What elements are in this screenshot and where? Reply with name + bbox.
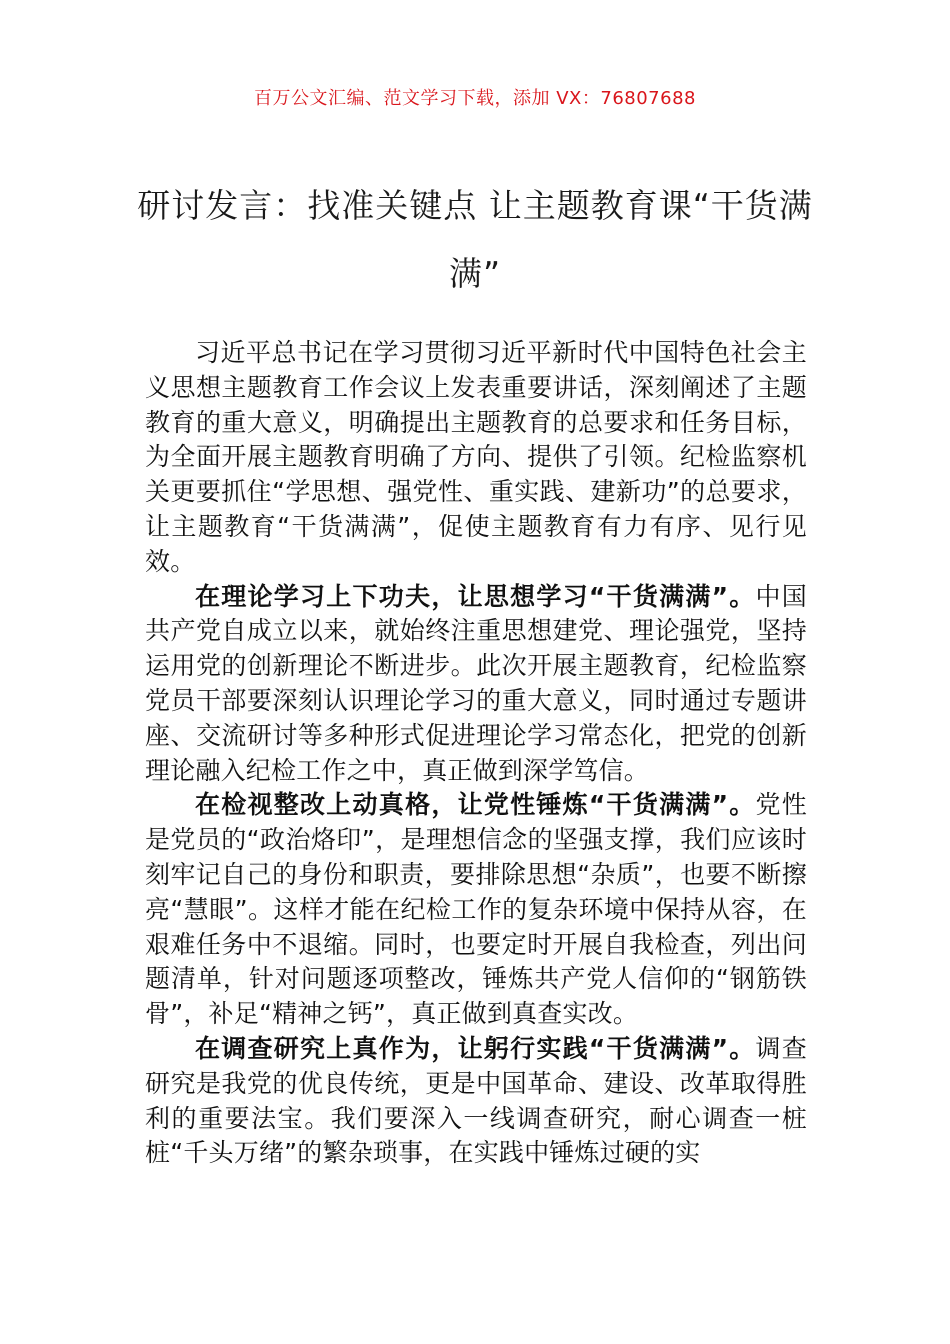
paragraph-lead: 在检视整改上动真格，让党性锤炼“干货满满”。 xyxy=(195,790,756,820)
paragraph-theory-study xyxy=(145,580,807,789)
paragraph-research xyxy=(145,1032,807,1171)
paragraph-intro xyxy=(145,336,807,580)
header-watermark-note: 百万公文汇编、范文学习下载，添加 VX：76807688 xyxy=(254,88,696,109)
paragraph-lead: 在调查研究上真作为，让躬行实践“干货满满”。 xyxy=(195,1033,756,1063)
paragraph-text: 党性是党员的“政治烙印”，是理想信念的坚强支撑，我们应该时刻牢记自己的身份和职责，要排除思想“杂质”，也要不断擦亮“慧眼”。这样才能在纪检工作的复杂环境中保持从容，在艰难任务中不退缩。同时，也要定时开展自我检查，列出问题清单，针对问题逐项整改，锤炼共产党人信仰的“钢筋铁骨”，补足“精神之钙”，真正做到真查实改。 xyxy=(145,790,808,1029)
paragraph-text: 习近平总书记在学习贯彻习近平新时代中国特色社会主义思想主题教育工作会议上发表重要讲话，深刻阐述了主题教育的重大意义，明确提出主题教育的总要求和任务目标，为全面开展主题教育明确了方向、提供了引领。纪检监察机关更要抓住“学思想、强党性、重实践、建新功”的总要求，让主题教育“干货满满”，促使主题教育有力有序、见行见效。 xyxy=(145,338,807,576)
paragraph-text: 调查研究是我党的优良传统，更是中国革命、建设、改革取得胜利的重要法宝。我们要深入一线调查研究，耐心调查一桩桩“千头万绪”的繁杂琐事，在实践中锤炼过硬的实 xyxy=(145,1033,808,1168)
paragraph-text: 中国共产党自成立以来，就始终注重思想建党、理论强党，坚持运用党的创新理论不断进步。此次开展主题教育，纪检监察党员干部要深刻认识理论学习的重大意义，同时通过专题讲座、交流研讨等多种形式促进理论学习常态化，把党的创新理论融入纪检工作之中，真正做到深学笃信。 xyxy=(145,581,808,785)
paragraph-lead: 在理论学习上下功夫，让思想学习“干货满满”。 xyxy=(195,581,756,611)
document-body xyxy=(145,336,807,1171)
document-title: 研讨发言：找准关键点 让主题教育课“干货满满” xyxy=(137,186,813,293)
paragraph-rectification xyxy=(145,788,807,1032)
